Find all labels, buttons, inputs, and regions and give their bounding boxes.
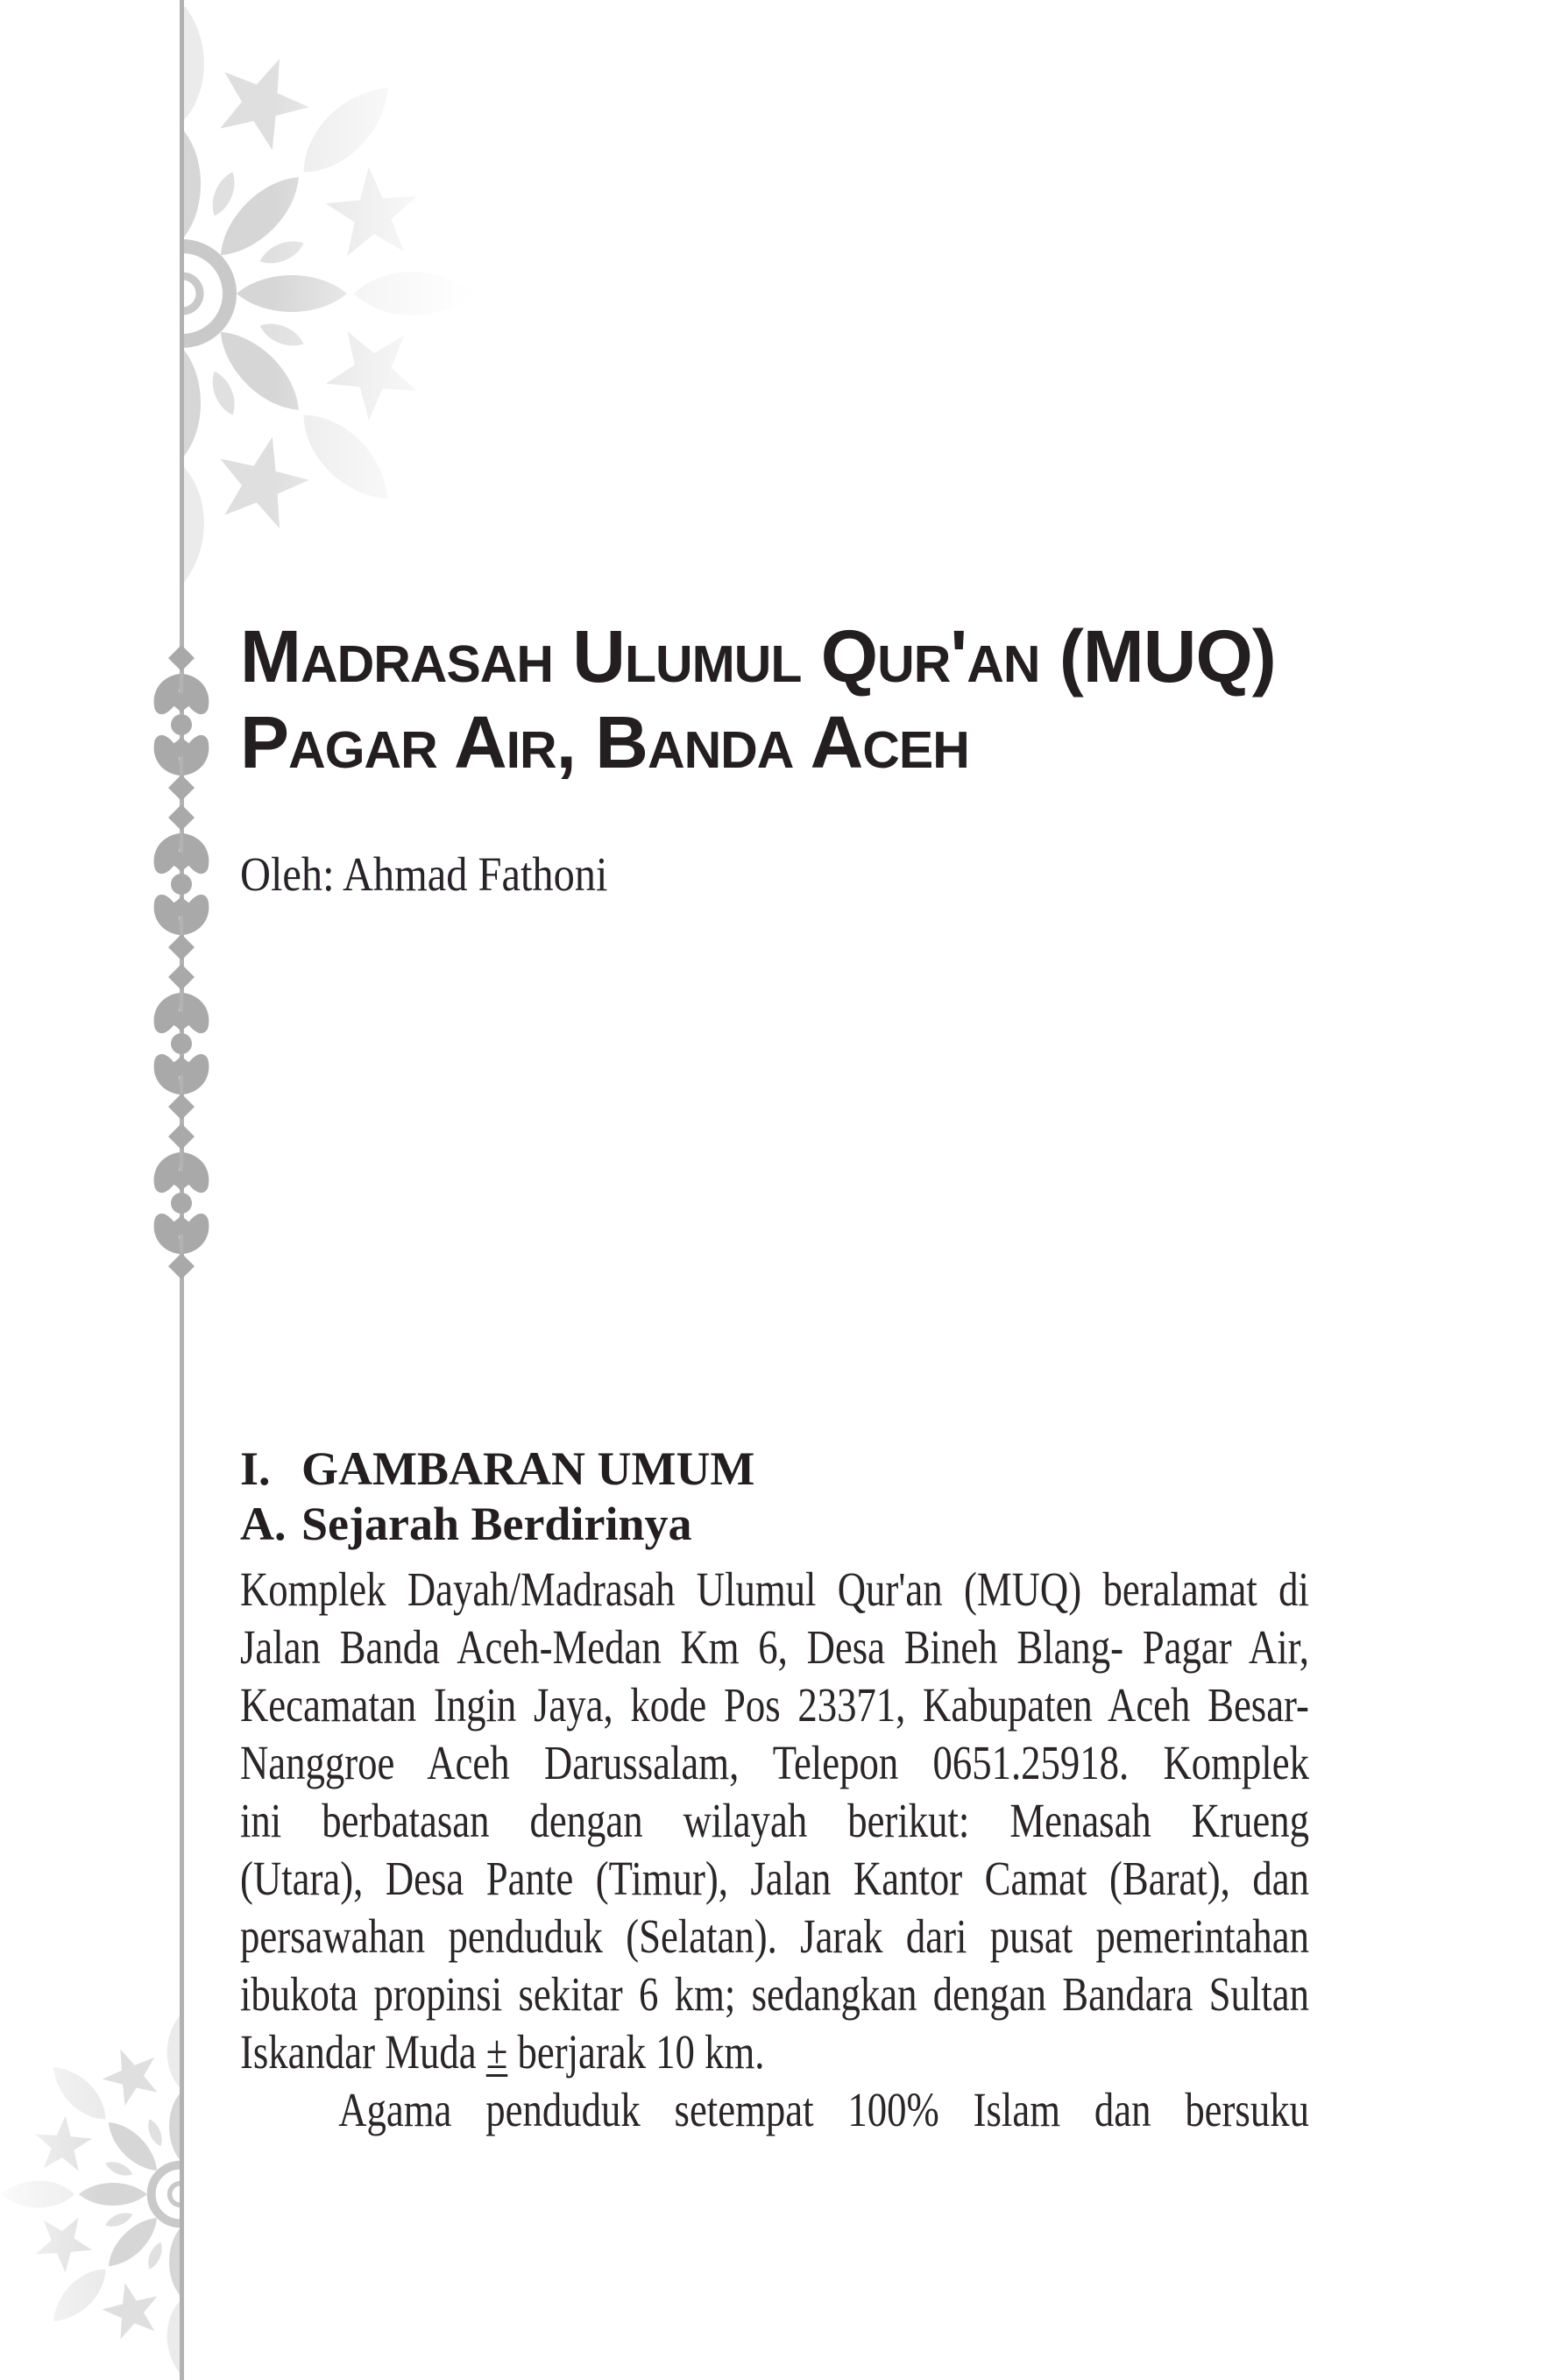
paragraph1-line: ibukota propinsi sekitar 6 km; sedangkan dengan Bandara Sultan xyxy=(240,1967,1309,2021)
mandala-flower-icon xyxy=(181,7,480,585)
chapter-title-line1: Madrasah Ulumul Qur'an (MUQ) xyxy=(240,615,1276,698)
paragraph1-line: Jalan Banda Aceh-Medan Km 6, Desa Bineh Blang- Pagar Air, xyxy=(240,1620,1309,1674)
chapter-title xyxy=(240,613,1276,785)
paragraph1-line: (Utara), Desa Pante (Timur), Jalan Kantor Camat (Barat), dan xyxy=(240,1852,1309,1905)
body-text xyxy=(240,1561,1309,2139)
section-number: I. xyxy=(240,1442,271,1495)
plus-minus-symbol: ± xyxy=(485,2025,508,2079)
paragraph1-last-line-pre: Iskandar Muda xyxy=(240,2025,486,2079)
mandala-flower-icon xyxy=(0,2015,181,2378)
subsection-title: Sejarah Berdirinya xyxy=(301,1498,692,1550)
paragraph1-last-line-post: berjarak 10 km. xyxy=(507,2025,765,2079)
paragraph1-line: persawahan penduduk (Selatan). Jarak dari pusat pemerintahan xyxy=(240,1909,1309,1963)
subsection-letter: A. xyxy=(240,1498,287,1550)
paragraph1-last-line xyxy=(240,2023,1309,2081)
paragraph1-line: Nanggroe Aceh Darussalam, Telepon 0651.25918. Komplek xyxy=(240,1736,1309,1789)
paragraph1-line: Kecamatan Ingin Jaya, kode Pos 23371, Kabupaten Aceh Besar- xyxy=(240,1678,1309,1732)
paragraph2-first-line: Agama penduduk setempat 100% Islam dan bersuku xyxy=(338,2083,1309,2136)
paragraph1-line: ini berbatasan dengan wilayah berikut: Menasah Krueng xyxy=(240,1794,1309,1847)
floral-mandala-ornament-bottom xyxy=(0,2015,181,2380)
byline: Oleh: Ahmad Fathoni xyxy=(240,847,608,901)
diamond-tulip-chain-ornament xyxy=(129,643,234,1283)
chapter-title-line2: Pagar Air, Banda Aceh xyxy=(240,701,969,783)
section-title: GAMBARAN UMUM xyxy=(301,1442,755,1495)
subsection-heading xyxy=(240,1497,691,1552)
floral-mandala-ornament-top xyxy=(181,7,484,585)
section-heading xyxy=(240,1441,754,1497)
paragraph1-line: Komplek Dayah/Madrasah Ulumul Qur'an (MUQ) beralamat di xyxy=(240,1562,1309,1616)
